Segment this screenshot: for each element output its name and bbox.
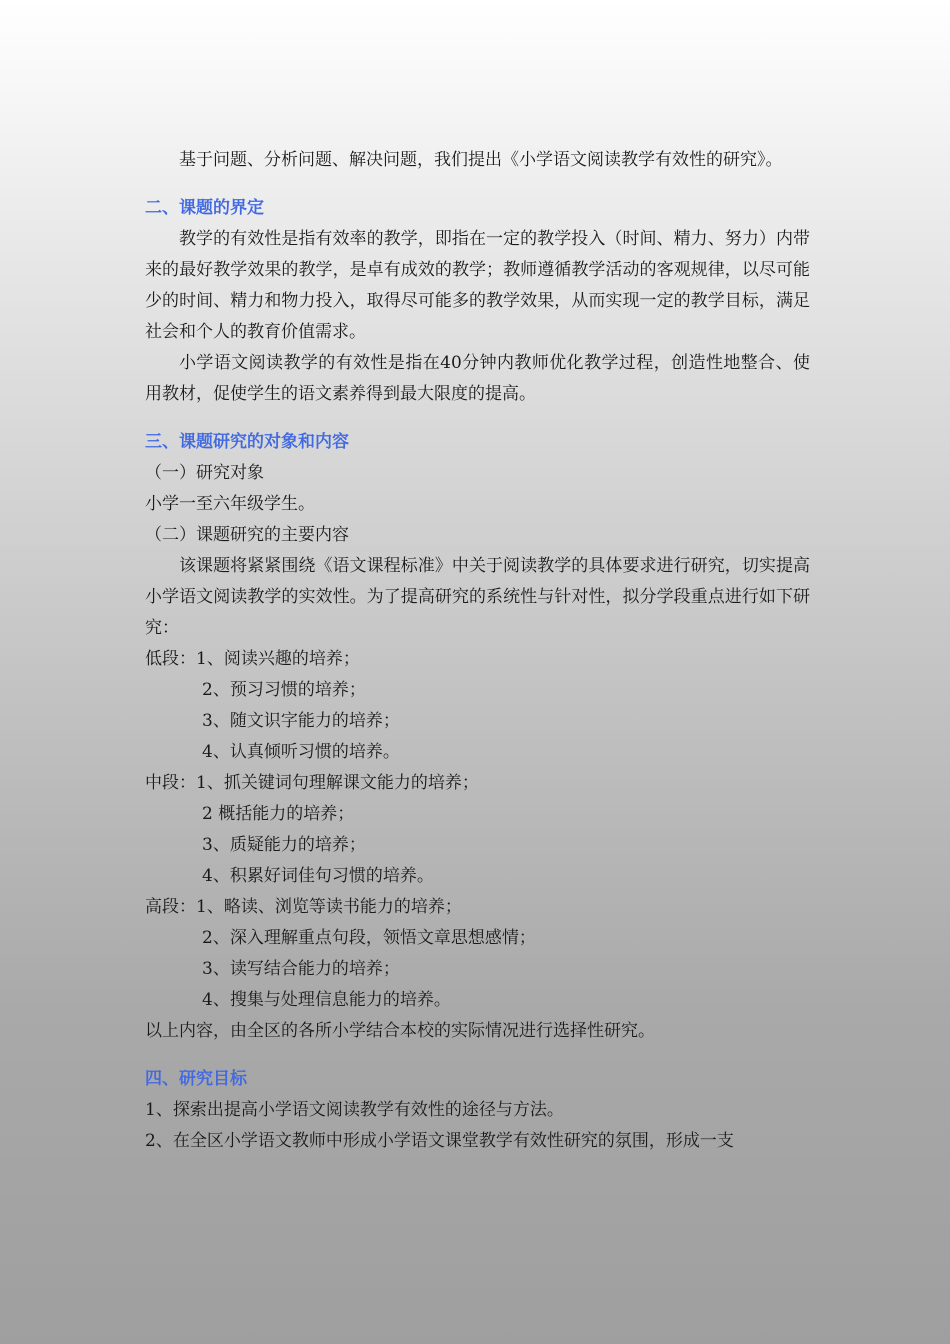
definition-paragraph-2: 小学语文阅读教学的有效性是指在40分钟内教师优化教学过程，创造性地整合、使用教材，促使学生的语文素养得到最大限度的提高。: [145, 353, 810, 404]
document-body: [145, 145, 810, 1157]
intro-paragraph: 基于问题、分析问题、解决问题，我们提出《小学语文阅读教学有效性的研究》。: [179, 150, 783, 170]
section-heading-object-content: 三、课题研究的对象和内容: [145, 432, 349, 452]
subheading-main-content: （二）课题研究的主要内容: [145, 525, 349, 545]
high-stage-item: 2、深入理解重点句段，领悟文章思想感情；: [202, 928, 536, 948]
low-stage-item: 2、预习习惯的培养；: [202, 680, 366, 700]
mid-stage-item: 4、积累好词佳句习惯的培养。: [202, 866, 434, 886]
definition-paragraph-1: 教学的有效性是指有效率的教学，即指在一定的教学投入（时间、精力、努力）内带来的最好教学效果的教学，是卓有成效的教学；教师遵循教学活动的客观规律，以尽可能少的时间、精力和物力投入，取得尽可能多的教学效果，从而实现一定的教学目标，满足社会和个人的教育价值需求。: [145, 229, 810, 342]
subheading-research-object: （一）研究对象: [145, 463, 264, 483]
main-content-paragraph: 该课题将紧紧围绕《语文课程标准》中关于阅读教学的具体要求进行研究，切实提高小学语文阅读教学的实效性。为了提高研究的系统性与针对性，拟分学段重点进行如下研究：: [145, 556, 810, 638]
high-stage-item-1: 高段：1、略读、浏览等读书能力的培养；: [145, 897, 462, 917]
high-stage-item: 3、读写结合能力的培养；: [202, 959, 400, 979]
mid-stage-item: 2 概括能力的培养；: [202, 804, 355, 824]
research-object-text: 小学一至六年级学生。: [145, 494, 315, 514]
low-stage-item: 4、认真倾听习惯的培养。: [202, 742, 400, 762]
mid-stage-item-1: 中段：1、抓关键词句理解课文能力的培养；: [145, 773, 479, 793]
mid-stage-item: 3、质疑能力的培养；: [202, 835, 366, 855]
goal-item: 2、在全区小学语文教师中形成小学语文课堂教学有效性研究的氛围，形成一支: [145, 1131, 734, 1151]
high-stage-item: 4、搜集与处理信息能力的培养。: [202, 990, 451, 1010]
low-stage-item: 3、随文识字能力的培养；: [202, 711, 400, 731]
section-heading-definition: 二、课题的界定: [145, 198, 264, 218]
content-closing: 以上内容，由全区的各所小学结合本校的实际情况进行选择性研究。: [145, 1021, 655, 1041]
section-heading-goals: 四、研究目标: [145, 1069, 247, 1089]
low-stage-item-1: 低段：1、阅读兴趣的培养；: [145, 649, 360, 669]
goal-item: 1、探索出提高小学语文阅读教学有效性的途径与方法。: [145, 1100, 564, 1120]
